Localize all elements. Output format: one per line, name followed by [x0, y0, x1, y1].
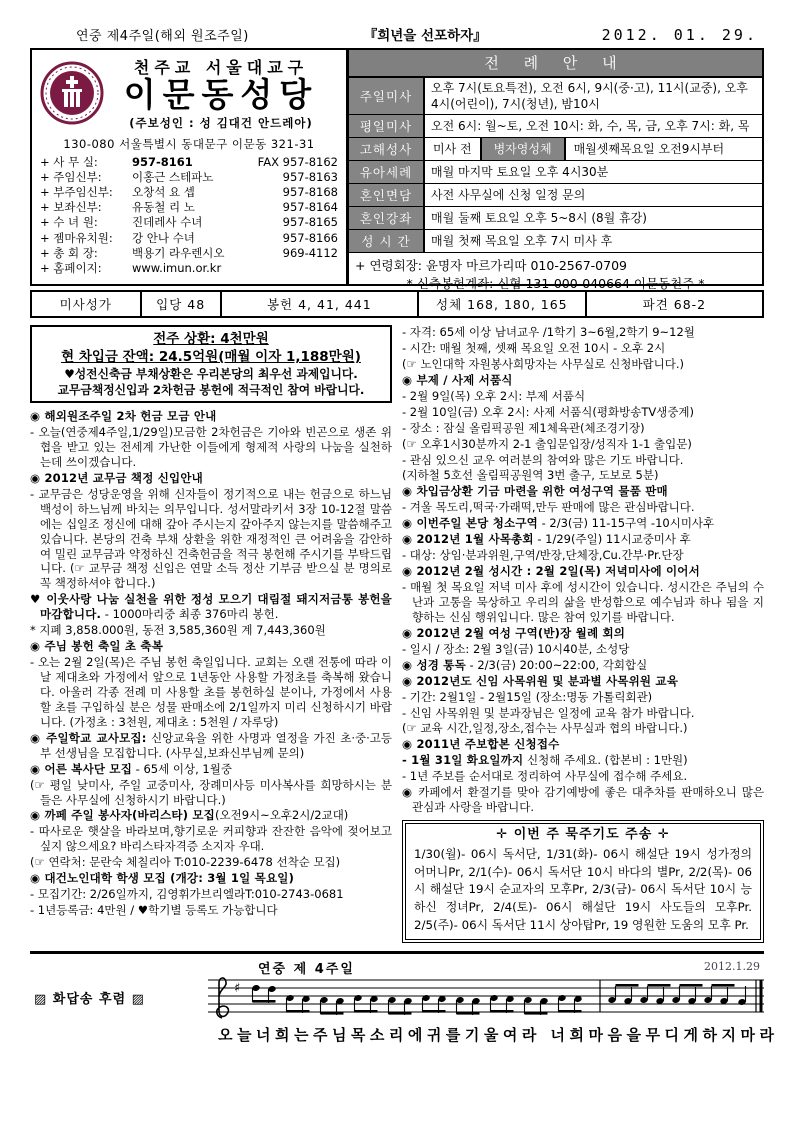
bulletin-paragraph: - 장소 : 잠실 올림픽공원 제1체육관(체조경기장) [402, 420, 645, 435]
table-row [349, 230, 762, 253]
bulletin-paragraph: ◉ 차입금상환 기금 마련을 위한 여성구역 물품 판매 [402, 484, 668, 499]
row-label: 혼인강좌 [349, 207, 425, 229]
hymn-entrance: 입당 48 [142, 292, 222, 316]
sunday-title: 연중 제4주일(해외 원조주일) [76, 29, 249, 44]
contact-name: 유동철 리 노 [132, 200, 195, 215]
contact-phone: 957-8166 [282, 230, 338, 245]
bulletin-paragraph: ◉ 주님 봉헌 축일 초 축복 [30, 639, 164, 654]
diocese-title: 천주교 서울대교구 [133, 58, 309, 77]
left-sections [30, 409, 392, 918]
responsorial-psalm-section [30, 958, 779, 1062]
bulletin-paragraph: ◉ 2012년도 신임 사목위원 및 분과별 사목위원 교육 [402, 673, 679, 688]
bulletin-paragraph: - 매월 첫 목요일 저녁 미사 후에 성시간이 있습니다. 성시간은 주님의 수난과 고통을 묵상하고 우리의 삶을 반성함으로 예수님과 하나 됨을 지향하는 신심 행위입니다. 많은 참여 있기를 바랍니다. [402, 580, 764, 624]
hymn-recessional: 파견 68-2 [642, 297, 707, 312]
bulletin-paragraph: ◉ 부제 / 사제 서품식 [402, 372, 513, 387]
liturgy-notes [349, 253, 762, 294]
bulletin-body [30, 325, 764, 943]
contact-name: 백용기 라우렌시오 [132, 245, 225, 260]
bulletin-paragraph: ◉ 대건노인대학 학생 모집 (개강: 3월 1일 목요일) [30, 871, 295, 886]
bulletin-paragraph: - 신임 사목위원 및 분과장님은 일정에 교육 참가 바랍니다. [402, 705, 695, 720]
age-society-contact: + 연령회장: 윤명자 마르가리따 010-2567-0709 [355, 258, 627, 274]
contact-phone: 957-8164 [282, 200, 338, 215]
table-row [349, 184, 762, 207]
bulletin-paragraph: - 1년등록금: 4만원 / ♥학기별 등록도 가능합니다 [30, 903, 278, 918]
hymn-communion: 성체 168, 180, 165 [419, 292, 587, 316]
loan-balance-line: 현 차입금 잔액: 24.5억원(매월 이자 1,188만원) [61, 349, 361, 366]
bulletin-paragraph: - 시간: 매월 첫째, 셋째 목요일 오전 10시 - 오후 2시 [402, 340, 666, 355]
row-value: 매월 첫째 목요일 오후 7시 미사 후 [431, 234, 613, 249]
table-row [349, 115, 762, 138]
contact-row [40, 200, 338, 215]
contact-name: 오창석 요 셉 [132, 184, 195, 199]
bulletin-paragraph: ♥ 이웃사랑 나눔 실천을 위한 정성 모으기 대림절 돼지저금통 봉헌을 마감합니다. - 1000마리중 최종 376마리 봉헌. [30, 592, 392, 622]
contact-name: www.imun.or.kr [132, 260, 222, 275]
bulletin-paragraph: - 오늘(연중제4주일,1/29일)모금한 2차헌금은 기아와 빈곤으로 생존 위협을 받고 있는 전세계 가난한 이들에게 형제적 사랑의 나눔을 실천하는데 쓰이겠습니다. [30, 425, 392, 469]
liturgy-guide-table [347, 48, 764, 291]
participation-line: 교무금책정신입과 2차헌금 봉헌에 적극적인 참여 바랍니다. [57, 382, 365, 397]
bulletin-paragraph: * 지폐 3,858.000원, 동전 3,585,360원 계 7,443,360원 [30, 623, 326, 638]
mass-hymns-row [30, 290, 764, 318]
svg-text:♯: ♯ [234, 981, 241, 997]
contact-label: + 총 회 장: [40, 245, 98, 260]
bulletin-paragraph: (☞ 오후1시30분까지 2-1 출입문입장/성직자 1-1 출입문) [402, 436, 692, 451]
bulletin-paragraph: - 오는 2월 2일(목)은 주님 봉헌 축일입니다. 교회는 오랜 전통에 따라 이날 제대초와 가정에서 앞으로 1년동안 사용할 가정초를 축복해 왔습니다. 아울러 각종 전례 미 사용할 초를 봉헌하실 분이나, 가정에서 사용할 초를 구입하실 분은 성물 판매소에 2/1일까지 미리 신청하시기 바랍니다. (가정초 : 3천원, 제대초 : 5천원 / 자루당) [30, 655, 392, 729]
bulletin-paragraph: ◉ 주일학교 교사모집: 신앙교육을 위한 사명과 열정을 가진 초·중·고등부 선생님을 모집합니다. (사무실,보좌신부님께 문의) [30, 730, 392, 760]
contact-row [40, 155, 338, 170]
contact-name: 강 안나 수녀 [132, 230, 195, 245]
bulletin-paragraph: - 따사로운 햇살을 바라보며,향기로운 커피향과 잔잔한 음악에 젖어보고 싶지 않으세요? 바리스타자격증 소지자 우대. [30, 824, 392, 854]
bulletin-paragraph: - 2월 9일(목) 오후 2시: 부제 서품식 [402, 388, 586, 403]
bottom-divider [30, 951, 764, 954]
bulletin-paragraph: - 기간: 2월1일 - 2월15일 (장소:명동 가톨릭회관) [402, 689, 653, 704]
contact-phone: 957-8163 [282, 169, 338, 184]
bulletin-paragraph: (☞ 연락처: 문란숙 체칠리아 T:010-2239-6478 선착순 모집) [30, 855, 341, 870]
bulletin-paragraph: - 2월 10일(금) 오후 2시: 사제 서품식(평화방송TV생중계) [402, 404, 695, 419]
row-value [425, 138, 762, 160]
bulletin-paragraph: ◉ 해외원조주일 2차 헌금 모금 안내 [30, 409, 217, 424]
row-value: 오후 7시(토요특전), 오전 6시, 9시(중·고), 11시(교중), 오후 4시(어린이), 7시(청년), 밤10시 [431, 81, 748, 112]
row-label: 주일미사 [349, 78, 425, 114]
contact-phone: 957-8165 [282, 215, 338, 230]
bulletin-paragraph: - 대상: 상임·분과위원,구역/반장,단체장,Cu.간부·Pr.단장 [402, 548, 684, 563]
row-value: 오전 6시: 월~토, 오전 10시: 화, 수, 목, 금, 오후 7시: 화, 목 [431, 119, 750, 134]
bulletin-paragraph: - 겨울 목도리,떡국·가래떡,만두 판매에 많은 관심바랍니다. [402, 500, 695, 515]
music-staff [208, 974, 764, 1020]
music-date: 2012.1.29 [704, 960, 760, 974]
hymn-label: 미사성가 [32, 292, 142, 316]
contact-list [40, 155, 338, 276]
sick-communion-time: 매월셋째목요일 오전9시부터 [573, 142, 725, 157]
contact-label: + 주임신부: [40, 169, 102, 184]
contact-row [40, 246, 338, 261]
masthead [30, 24, 764, 44]
contact-label: + 사 무 실: [40, 154, 98, 169]
patron-saint: (주보성인 : 성 김대건 안드레아) [129, 115, 313, 130]
bulletin-paragraph: ◉ 2012년 2월 성시간 : 2월 2일(목) 저녁미사에 이어서 [402, 564, 700, 579]
contact-label: + 보좌신부: [40, 200, 102, 215]
right-sections [402, 325, 764, 815]
contact-phone: 957-8168 [282, 184, 338, 199]
row-label: 유아세례 [349, 161, 425, 183]
psalm-lyrics: 오늘너희는주님목소리에귀를기울여라 너희마음을무디게하지마라 [218, 1026, 779, 1045]
bulletin-paragraph: - 1월 31일 화요일까지 신청해 주세요. (합본비 : 1만원) [402, 753, 688, 768]
table-row [349, 207, 762, 230]
bulletin-paragraph: - 일시 / 장소: 2월 3일(금) 10시40분, 소성당 [402, 641, 630, 656]
contact-label: + 수 녀 원: [40, 215, 98, 230]
rosary-box-body: 1/30(월)- 06시 독서단, 1/31(화)- 06시 해설단 19시 성가정의 어머니Pr, 2/1(수)- 06시 독서단 10시 바다의 별Pr, 2/2(목)- 06시 해설단 19시 순교자의 모후Pr, 2/3(금)- 06시 독서단 10시 능하신 정녀Pr, 2/4(토)- 06시 해설단 19시 사도들의 모후Pr. 2/5(주)- 06시 독서단 11시 상아탑Pr, 19 영원한 도움의 모후 Pr. [414, 846, 752, 932]
contact-label: + 부주임신부: [40, 184, 113, 199]
repayment-line: 전주 상환: 4천만원 [153, 331, 269, 347]
right-column [402, 325, 764, 943]
responsorial-label: ▨ 화답송 후렴 ▨ [34, 992, 145, 1008]
row-value: 사전 사무실에 신청 일정 문의 [431, 188, 586, 203]
table-row [349, 138, 762, 161]
contact-row [40, 185, 338, 200]
header-section [30, 48, 764, 291]
debt-notice-box [30, 325, 392, 403]
contact-row [40, 231, 338, 246]
building-fund-account: * 신축봉헌계좌: 신협 131-000-040664 이문동천주 * [406, 275, 705, 291]
issue-date: 2012. 01. 29. [601, 26, 758, 44]
bulletin-paragraph: ◉ 어른 복사단 모집 - 65세 이상, 1월중 [30, 761, 232, 776]
church-info-box [30, 48, 348, 286]
contact-phone: FAX 957-8162 [257, 154, 338, 169]
left-column [30, 325, 392, 943]
bulletin-paragraph: ◉ 2012년 1월 사목총회 - 1/29(주일) 11시교중미사 후 [402, 532, 691, 547]
contact-name: 진데레사 수녀 [132, 215, 203, 230]
bulletin-paragraph: - 관심 있으신 교우 여러분의 참여와 많은 기도 바랍니다. [402, 452, 684, 467]
contact-label: + 홈페이지: [40, 260, 102, 275]
bulletin-paragraph: ◉ 2012년 교무금 책정 신입안내 [30, 470, 203, 485]
bulletin-paragraph: (☞ 노인대학 자원봉사희망자는 사무실로 신청바랍니다.) [402, 356, 684, 371]
table-row [349, 161, 762, 184]
bulletin-paragraph: ◉ 카페에서 환절기를 맞아 감기예방에 좋은 대추차를 판매하오니 많은 관심과 사랑을 바랍니다. [402, 785, 764, 815]
contact-name: 957-8161 [132, 154, 193, 169]
contact-row [40, 215, 338, 230]
bulletin-paragraph: (☞ 교육 시간,일정,장소,접수는 사무실과 협의 바랍니다.) [402, 721, 688, 736]
bulletin-paragraph: - 모집기간: 2/26일까지, 김영휘가브리엘라T:010-2743-0681 [30, 887, 344, 902]
contact-row [40, 170, 338, 185]
bulletin-paragraph: - 자격: 65세 이상 남녀교우 /1학기 3~6월,2학기 9~12월 [402, 325, 695, 339]
priority-line: ♥성전신축금 부채상환은 우리본당의 최우선 과제입니다. [64, 367, 358, 382]
bulletin-paragraph: (지하철 5호선 올림픽공원역 3번 출구, 도보로 5분) [402, 468, 659, 483]
bulletin-paragraph: - 1년 주보를 순서대로 정리하여 사무실에 접수해 주세요. [402, 769, 688, 784]
bulletin-paragraph: ◉ 이번주일 본당 청소구역 - 2/3(금) 11-15구역 -10시미사후 [402, 516, 715, 531]
church-address: 130-080 서울특별시 동대문구 이문동 321-31 [63, 136, 315, 151]
bulletin-paragraph: ◉ 까페 주일 봉사자(바리스타) 모집(오전9시~오후2시/2교대) [30, 808, 349, 823]
liturgy-table-title: 전 례 안 내 [349, 50, 762, 78]
theme-slogan: 『희년을 선포하자』 [363, 28, 487, 44]
contact-name: 이홍근 스테파노 [132, 169, 214, 184]
contact-phone: 969-4112 [282, 245, 338, 260]
row-label: 성 시 간 [349, 230, 425, 252]
church-seal-icon [40, 61, 104, 125]
table-row [349, 78, 762, 115]
contact-row [40, 261, 338, 276]
bulletin-paragraph: - 교무금은 성당운영을 위해 신자들이 정기적으로 내는 헌금으로 하느님 백성이 하느님께 바치는 의무입니다. 성서말라키서 3장 10-12절 말씀에는 십일조 정신에 대해 갚아 주시는지 갚아주지 않는지를 말씀해주고 있습니다. 본당의 건축 부채 상환을 위한 재정적인 큰 어려움을 감안하여 밀린 교무금과 약정하신 건축헌금을 적극 봉헌해 주시기를 부탁드립니다. (☞ 교무금 책정 신입은 연말 소득 정산 기부금 받으실 분 명의로 꼭 책정하셔야 합니다.) [30, 486, 392, 591]
row-label: 평일미사 [349, 115, 425, 137]
bulletin-paragraph: (☞ 평일 낮미사, 주일 교중미사, 장례미사등 미사복사를 희망하시는 분들은 사무실에 신청하시기 바랍니다.) [30, 777, 392, 807]
row-value: 매월 둘째 토요일 오후 5~8시 (8월 휴강) [431, 211, 647, 226]
hymn-offertory: 봉헌 4, 41, 441 [222, 292, 419, 316]
rosary-schedule-box [402, 820, 764, 943]
bulletin-paragraph: ◉ 2012년 2월 여성 구역(반)장 월례 회의 [402, 625, 626, 640]
music-title: 연중 제 4주일 [258, 962, 355, 978]
contact-label: + 젬마유치원: [40, 230, 113, 245]
row-label: 혼인면담 [349, 184, 425, 206]
bulletin-paragraph: ◉ 2011년 주보합본 신청접수 [402, 737, 560, 752]
confession-time: 미사 전 [433, 142, 472, 157]
sick-communion-label: 병자영성체 [480, 138, 566, 160]
rosary-box-title: ✛ 이번 주 묵주기도 주송 ✛ [496, 827, 670, 843]
row-label: 고해성사 [349, 138, 425, 160]
church-name: 이문동성당 [123, 75, 319, 114]
bulletin-paragraph: ◉ 성경 통독 - 2/3(금) 20:00~22:00, 각회합실 [402, 657, 648, 672]
row-value: 매월 마지막 토요일 오후 4시30분 [431, 165, 609, 180]
